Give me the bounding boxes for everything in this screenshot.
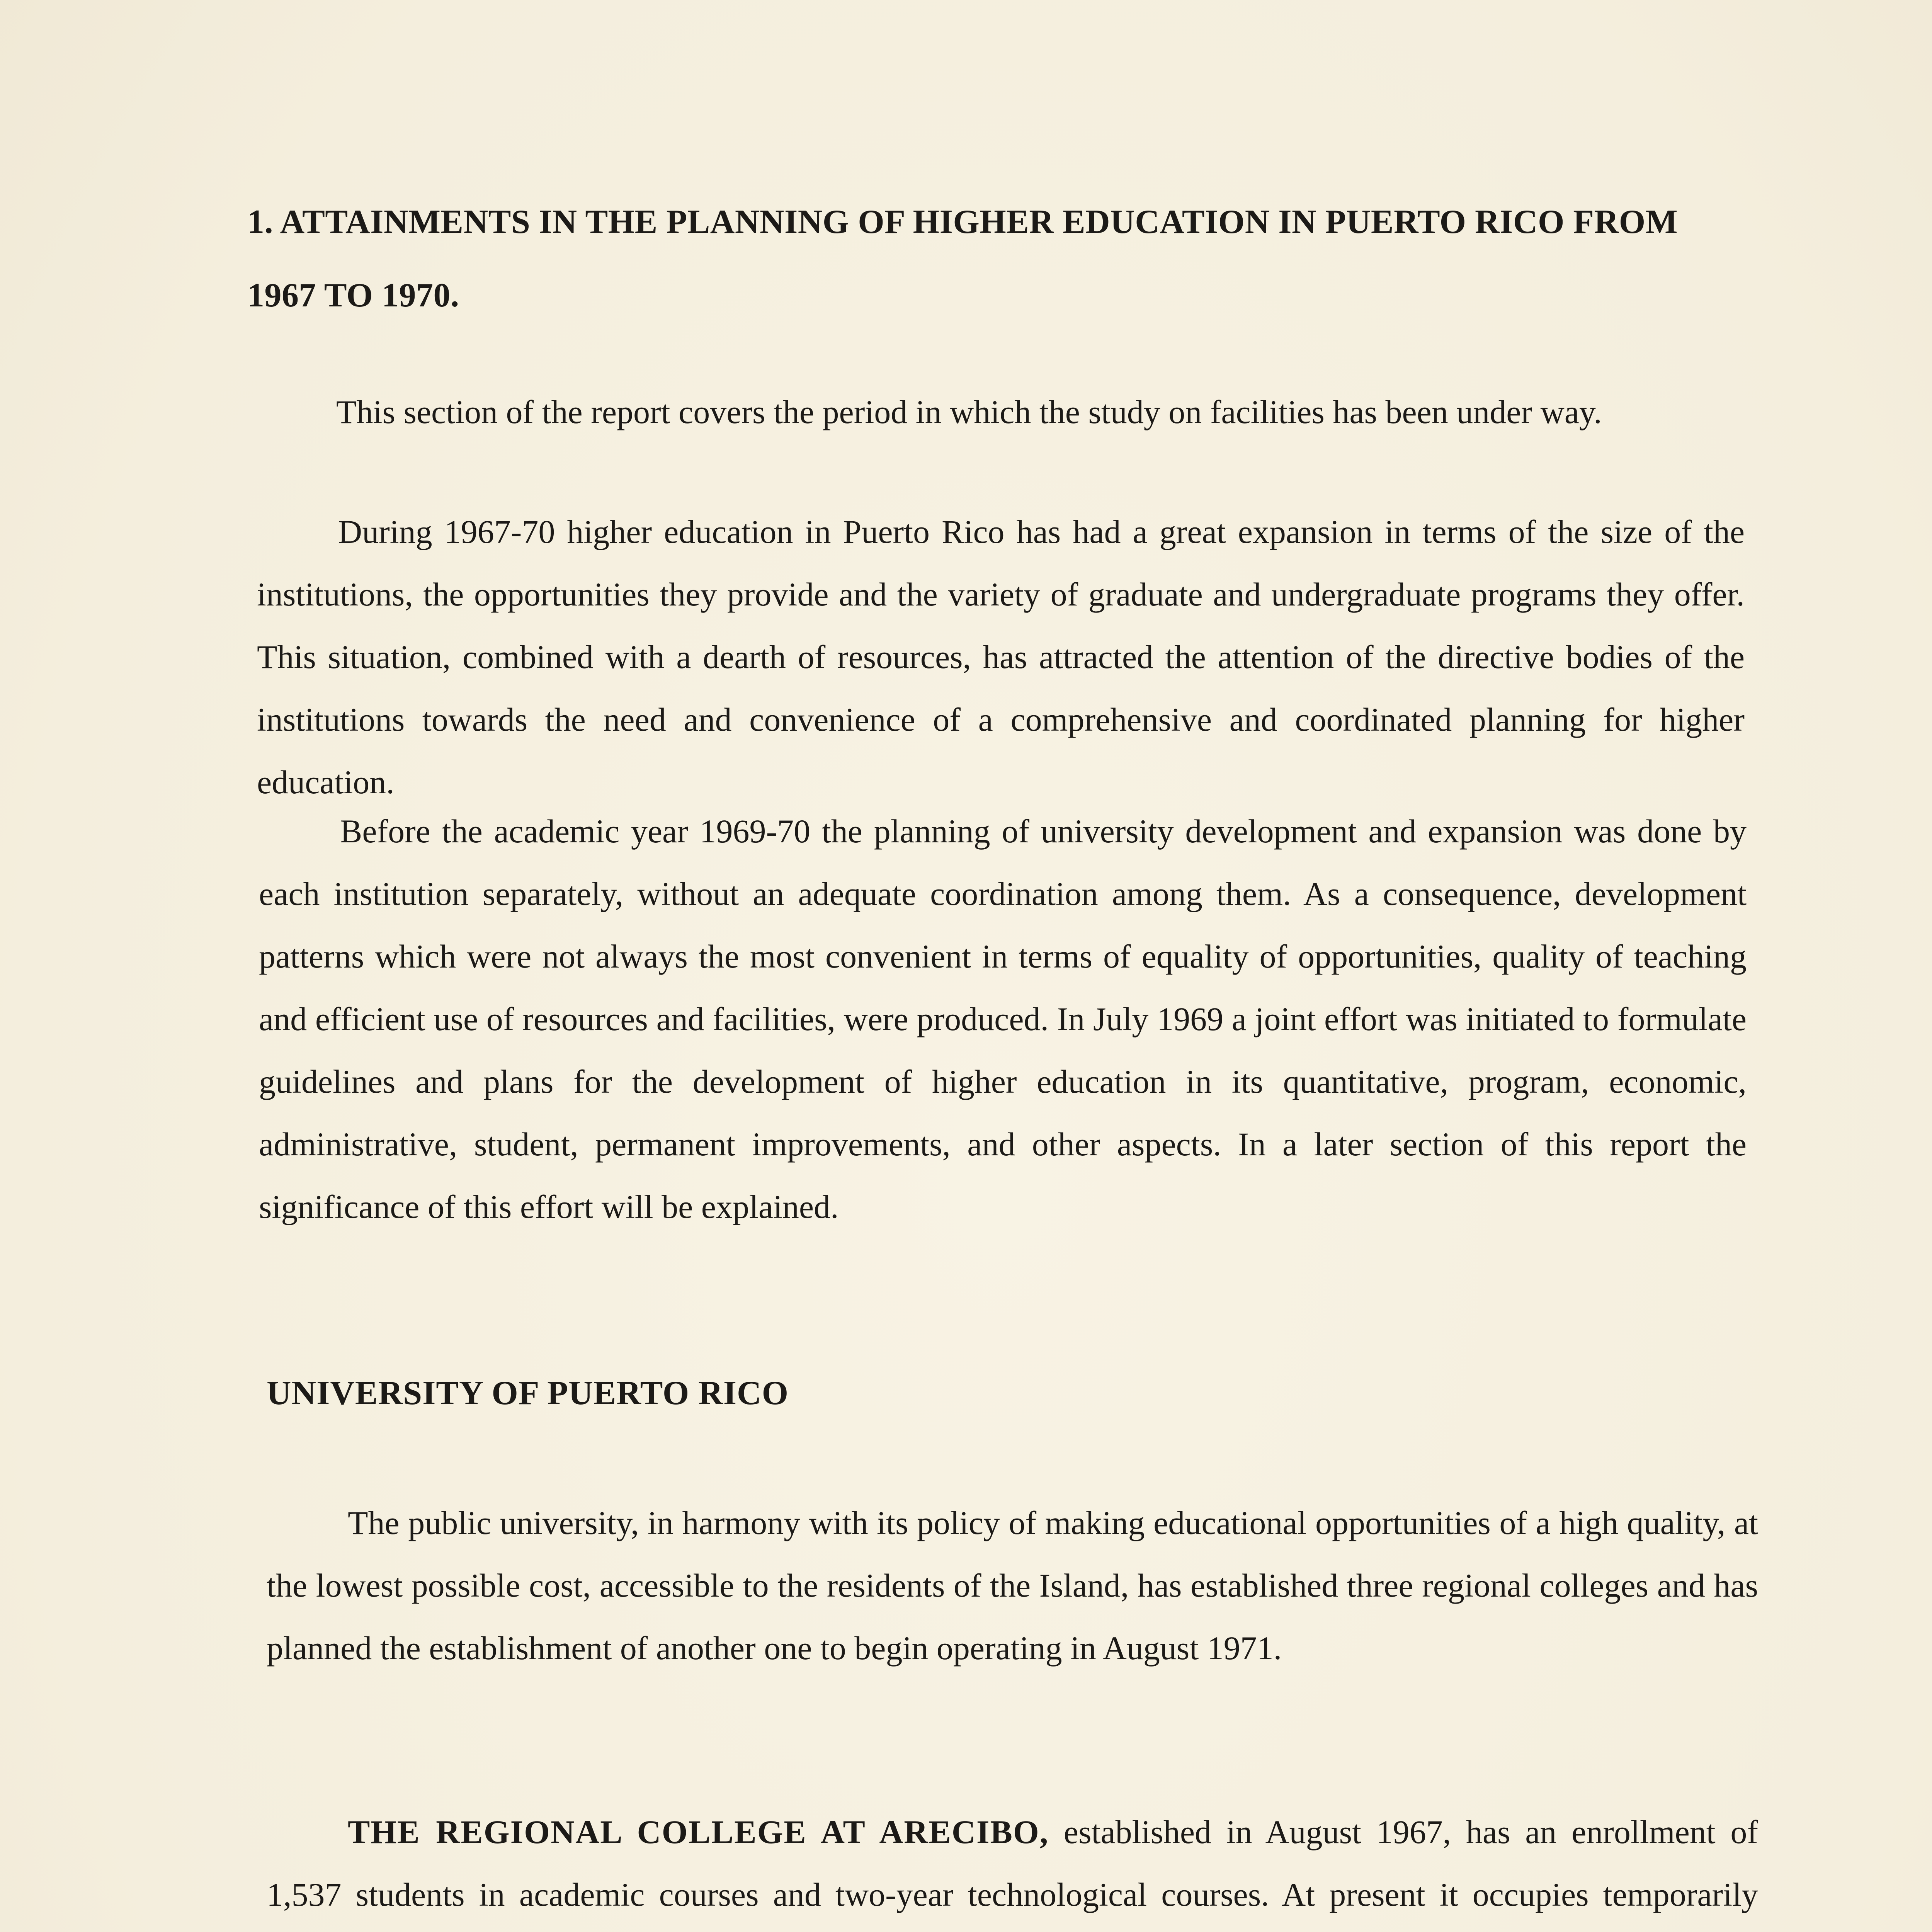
paragraph-expansion [257,500,1745,813]
arecibo-college-name: THE REGIONAL COLLEGE AT ARECIBO, [348,1813,1049,1850]
section-heading: 1. ATTAINMENTS IN THE PLANNING OF HIGHER EDUCATION IN PUERTO RICO FROM 1967 TO 1970. [247,203,1678,314]
paragraph-arecibo-text: established in August 1967, has an enrollment of 1,537 students in academic courses and two-year technological courses. At present it occupies temporarily [267,1813,1758,1913]
paragraph-arecibo [267,1801,1758,1932]
paragraph-intro [255,381,1747,443]
paragraph-planning [259,800,1747,1238]
paragraph-expansion-text: During 1967-70 higher education in Puerto Rico has had a great expansion in terms of the size of the institutions, the opportunities they provide and the variety of graduate and undergraduate programs they offer. This situation, combined with a dearth of resources, has attracted the attention of the directive bodies of the institutions towards the need and convenience of a comprehensive and coordinated planning for higher education. [257,513,1745,801]
university-subheading: UNIVERSITY OF PUERTO RICO [267,1374,789,1412]
paragraph-intro-text: This section of the report covers the period in which the study on facilities has been under way. [336,393,1602,430]
paragraph-planning-text: Before the academic year 1969-70 the planning of university development and expansion was done by each institution separately, without an adequate coordination among them. As a consequence, development patterns which were not always the most convenient in terms of equality of opportunities, quality of teaching and efficient use of resources and facilities, were produced. In July 1969 a joint effort was initiated to formulate guidelines and plans for the development of higher education in its quantitative, program, economic, administrative, student, permanent improvements, and other aspects. In a later section of this report the significance of this effort will be explained. [259,813,1747,1225]
paragraph-public-university-text: The public university, in harmony with its policy of making educational opportunities of a high quality, at the lowest possible cost, accessible to the residents of the Island, has established three regional colleges and has planned the establishment of another one to begin operating in August 1971. [267,1504,1758,1667]
paragraph-public-university [267,1492,1758,1679]
